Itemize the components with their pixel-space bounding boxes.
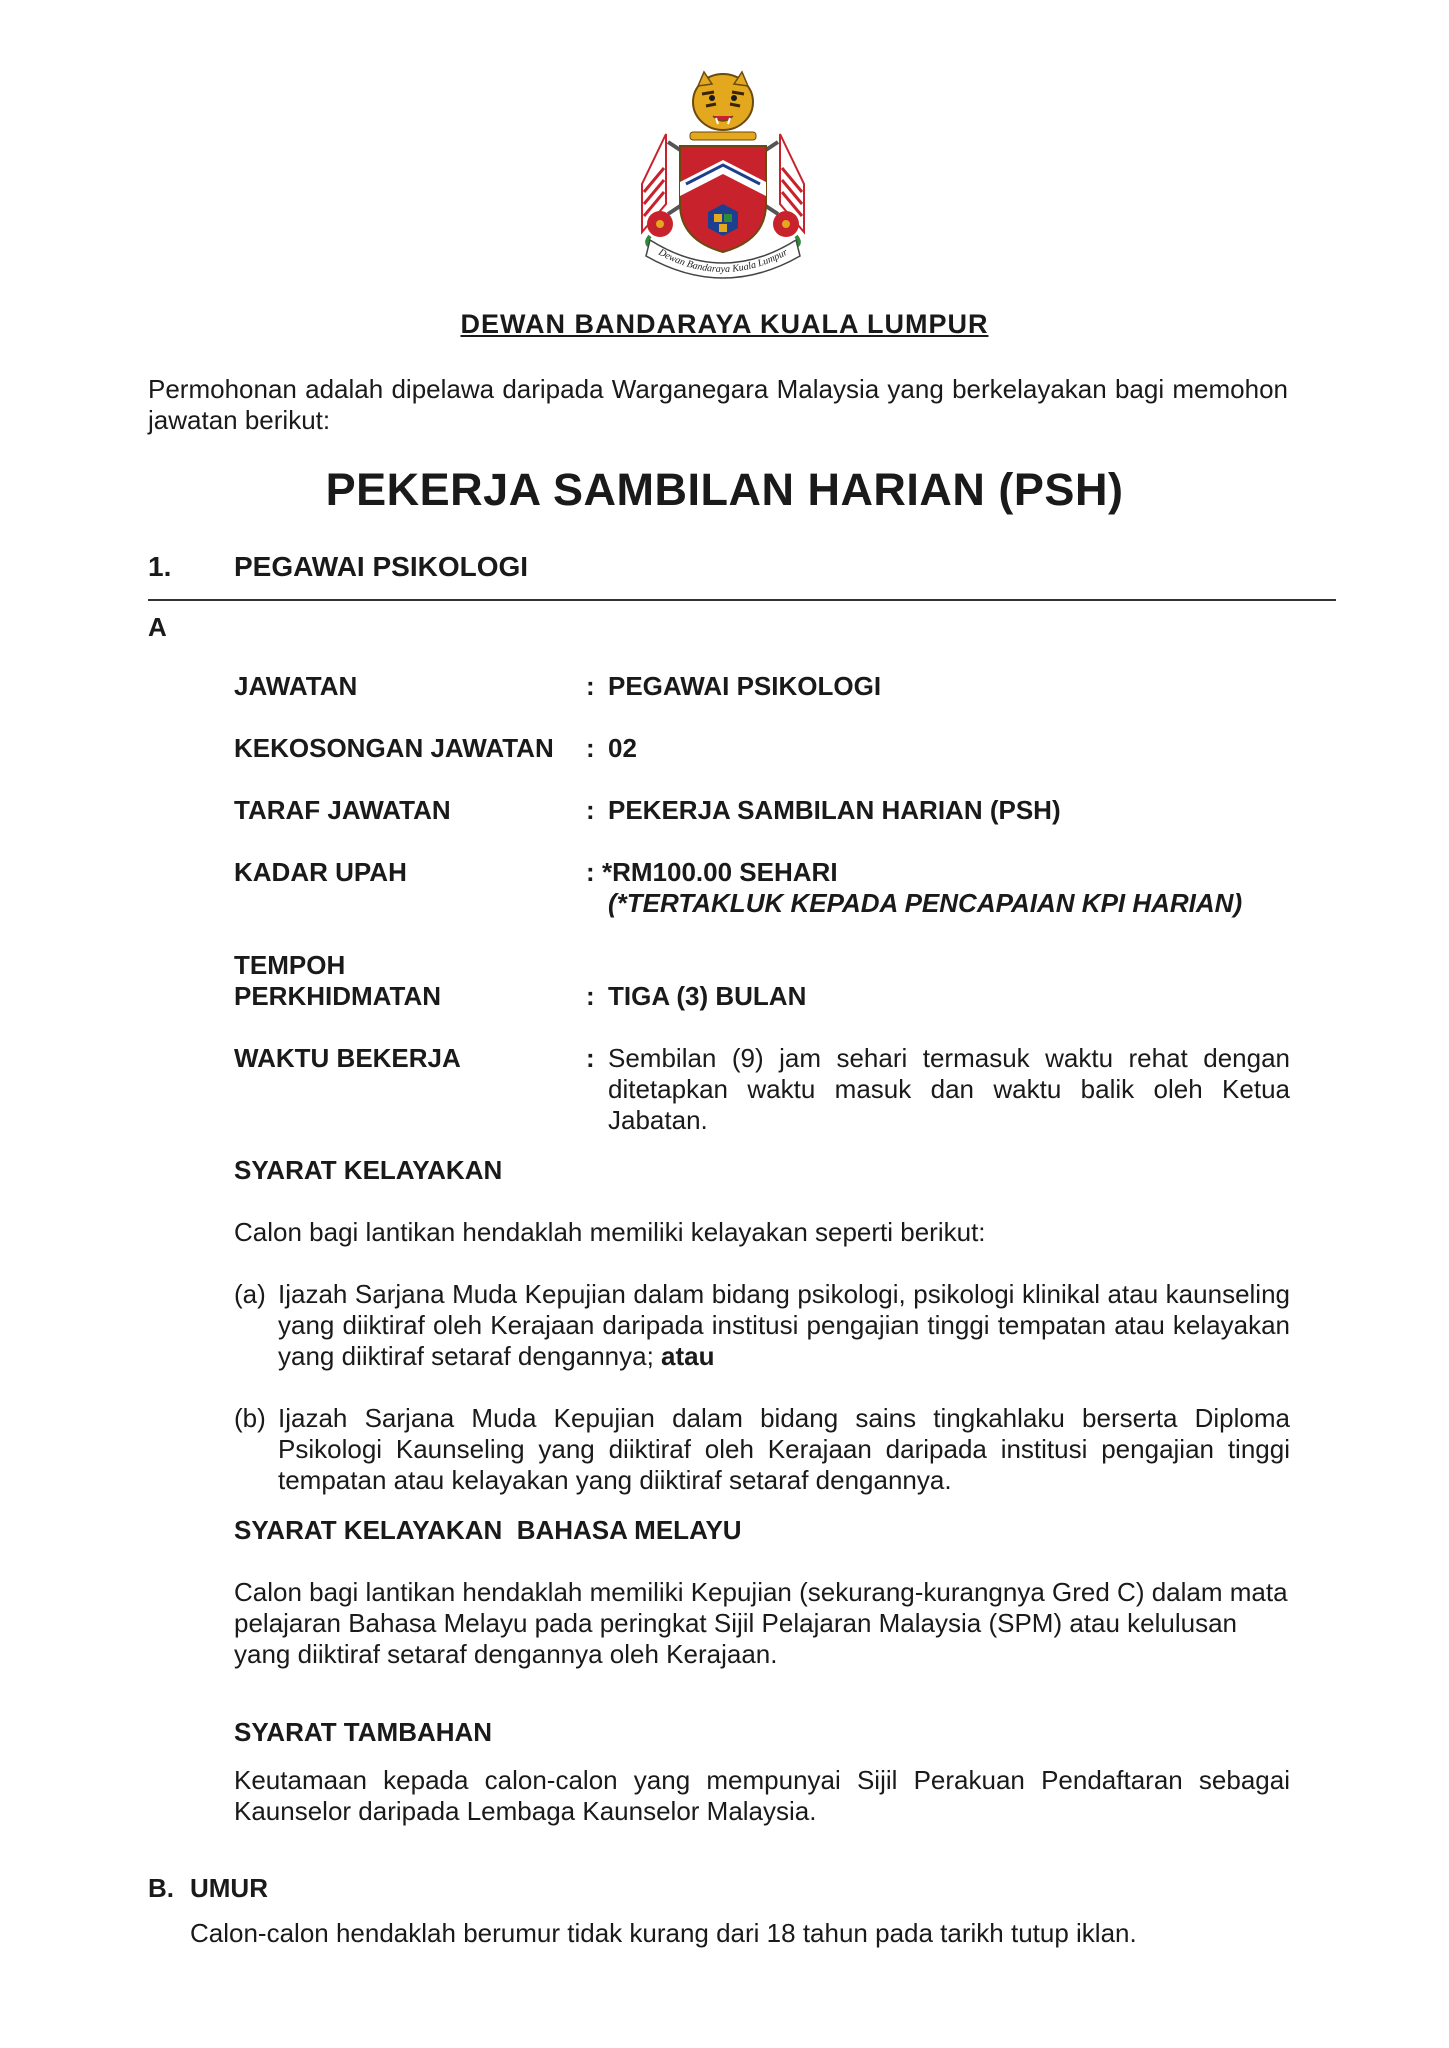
list-item-text: Ijazah Sarjana Muda Kepujian dalam bidang sains tingkahlaku berserta Diploma Psikologi Kaunseling yang diiktiraf oleh Kerajaan daripada institusi pengajian tinggi tempatan atau kelayakan yang diiktiraf setaraf dengannya. [278, 1403, 1290, 1495]
section-b-title: UMUR [190, 1873, 268, 1903]
syarat-tambahan-text: Keutamaan kepada calon-calon yang mempunyai Sijil Perakuan Pendaftaran sebagai Kaunselor daripada Lembaga Kaunselor Malaysia. [234, 1765, 1290, 1826]
intro-paragraph: Permohonan adalah dipelawa daripada Warganegara Malaysia yang berkelayakan bagi memohon jawatan berikut: [148, 374, 1288, 435]
shield-icon [680, 146, 766, 252]
kekosongan-label: KEKOSONGAN JAWATAN [234, 733, 554, 763]
colon: : [586, 733, 595, 763]
colon: : [586, 671, 595, 701]
list-item-marker: (a) [234, 1279, 266, 1309]
tempoh-label-line1: TEMPOH [234, 950, 346, 980]
taraf-label: TARAF JAWATAN [234, 795, 451, 825]
section-title: PEGAWAI PSIKOLOGI [234, 551, 529, 582]
dbkl-crest-logo [628, 64, 818, 284]
crest-banner-text: Dewan Bandaraya Kuala Lumpur [656, 246, 790, 276]
taraf-value: PEKERJA SAMBILAN HARIAN (PSH) [608, 795, 1061, 825]
colon: : [586, 857, 595, 887]
section-b-number: B. [148, 1873, 174, 1903]
syarat-tambahan-heading: SYARAT TAMBAHAN [234, 1717, 493, 1747]
list-item-conjunction: atau [661, 1341, 715, 1371]
waktu-value: Sembilan (9) jam sehari termasuk waktu rehat dengan ditetapkan waktu masuk dan waktu balik oleh Ketua Jabatan. [608, 1043, 1290, 1135]
tiger-crest-icon [693, 72, 753, 130]
syarat-kelayakan-heading: SYARAT KELAYAKAN [234, 1155, 503, 1185]
syarat-bahasa-heading: SYARAT KELAYAKAN BAHASA MELAYU [234, 1515, 742, 1545]
section-number: 1. [148, 551, 172, 582]
kadar-note: (*TERTAKLUK KEPADA PENCAPAIAN KPI HARIAN) [608, 888, 1243, 918]
main-title: PEKERJA SAMBILAN HARIAN (PSH) [325, 464, 1124, 515]
syarat-bahasa-text: Calon bagi lantikan hendaklah memiliki Kepujian (sekurang-kurangnya Gred C) dalam mata pelajaran Bahasa Melayu pada peringkat Sijil Pelajaran Malaysia (SPM) atau kelulusan yang diiktiraf setaraf dengannya oleh Kerajaan. [234, 1577, 1288, 1669]
colon: : [586, 1043, 595, 1073]
kadar-value: *RM100.00 SEHARI [602, 857, 838, 887]
list-item [278, 1279, 1290, 1372]
syarat-kelayakan-intro: Calon bagi lantikan hendaklah memiliki kelayakan seperti berikut: [234, 1217, 986, 1247]
divider-line [148, 599, 1336, 601]
jawatan-value: PEGAWAI PSIKOLOGI [608, 671, 882, 701]
list-item-marker: (b) [234, 1403, 266, 1433]
organization-title: DEWAN BANDARAYA KUALA LUMPUR [460, 309, 989, 339]
subsection-a-label: A [148, 612, 167, 642]
colon: : [586, 981, 595, 1011]
jawatan-label: JAWATAN [234, 671, 358, 701]
tempoh-label-line2: PERKHIDMATAN [234, 981, 442, 1011]
section-b-text: Calon-calon hendaklah berumur tidak kurang dari 18 tahun pada tarikh tutup iklan. [190, 1918, 1137, 1948]
list-item-text: Ijazah Sarjana Muda Kepujian dalam bidang psikologi, psikologi klinikal atau kaunseling yang diiktiraf oleh Kerajaan daripada institusi pengajian tinggi tempatan atau kelayakan yang diiktiraf setaraf dengannya; [278, 1279, 1290, 1371]
colon: : [586, 795, 595, 825]
kadar-label: KADAR UPAH [234, 857, 407, 887]
kekosongan-value: 02 [608, 733, 637, 763]
waktu-label: WAKTU BEKERJA [234, 1043, 461, 1073]
tempoh-value: TIGA (3) BULAN [608, 981, 807, 1011]
